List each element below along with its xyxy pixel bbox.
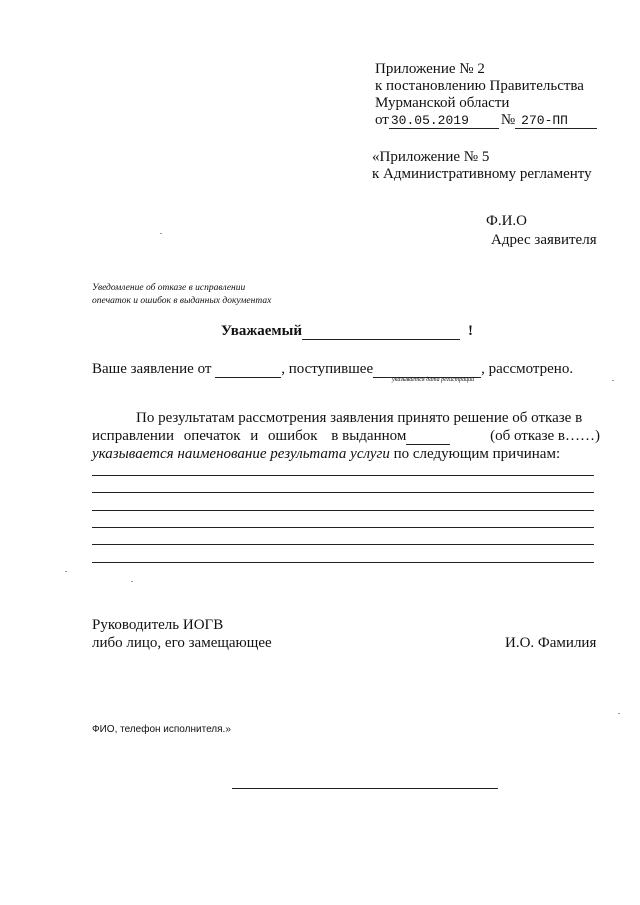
signatory-title: Руководитель ИОГВ [92,617,224,633]
application-date-blank [215,363,281,378]
registration-date-blank [373,363,481,378]
reason-line-5 [92,544,594,545]
reason-line-4 [92,527,594,528]
issued-doc-blank [406,431,450,445]
greeting-text: Уважаемый [221,323,302,339]
scan-speck [65,571,67,572]
reason-line-2 [92,492,594,493]
resolution-number: 270-ПП [515,113,597,129]
executor-info: ФИО, телефон исполнителя.» [92,724,231,735]
number-prefix: № [500,112,516,128]
applicant-fio: Ф.И.О [486,213,528,229]
reglament-reference: к Административному регламенту [372,166,592,182]
registration-date-hint: указывается дата регистрации [392,377,475,383]
date-prefix: от [375,112,389,128]
notice-label-line2: опечаток и ошибок в выданных документах [92,296,272,306]
decision-line3 [92,446,560,463]
scan-speck [618,713,620,714]
greeting-exclamation: ! [467,323,473,339]
appendix-date-line [375,112,597,129]
appendix-resolution: к постановлению Правительства [375,78,584,94]
greeting [221,323,473,340]
scan-speck [612,380,614,381]
decision-line2-c: (об отказе в……) [490,428,600,444]
statement-prefix: Ваше заявление от [92,361,212,377]
reglament-appendix-title: «Приложение № 5 [372,149,490,165]
reason-line-1 [92,475,594,476]
decision-line2 [92,428,600,445]
appendix-title: Приложение № 2 [375,61,485,77]
notice-label-line1: Уведомление об отказе в исправлении [92,283,246,293]
statement-line [92,361,573,378]
decision-line1: По результатам рассмотрения заявления принято решение об отказе в [136,410,583,426]
decision-line2-b: в выданном [331,428,407,444]
closing-rule [232,788,498,789]
scan-speck [160,233,162,234]
applicant-address: Адрес заявителя [491,232,597,248]
signatory-name: И.О. Фамилия [505,635,597,651]
service-result-hint: указывается наименование результата услуги [92,446,390,462]
reason-line-3 [92,510,594,511]
decision-line2-a: исправлении опечаток и ошибок [92,428,318,444]
statement-middle: , поступившее [281,361,374,377]
reason-line-6 [92,562,594,563]
decision-line3-rest: по следующим причинам: [389,446,561,462]
signatory-deputy: либо лицо, его замещающее [92,635,272,651]
scan-speck [131,581,133,582]
statement-suffix: , рассмотрено. [481,361,574,377]
appendix-region: Мурманской области [375,95,510,111]
resolution-date: 30.05.2019 [389,113,499,129]
addressee-name-blank [302,325,460,340]
